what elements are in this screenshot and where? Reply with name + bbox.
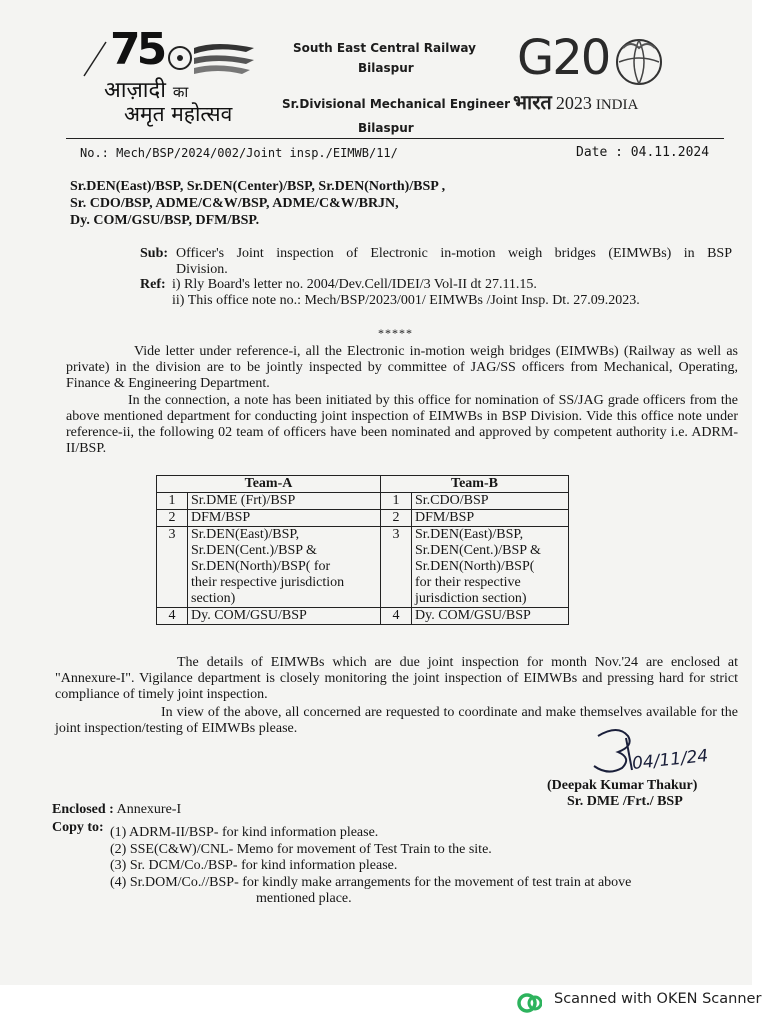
g20-bharat: भारत bbox=[513, 90, 552, 114]
org-city: Bilaspur bbox=[358, 61, 414, 75]
copy-to-item-cont: mentioned place. bbox=[256, 891, 352, 906]
g20-tagline bbox=[513, 88, 638, 115]
reference-label: Ref: bbox=[140, 277, 166, 292]
team-a-member: DFM/BSP bbox=[188, 510, 381, 527]
team-b-member: Sr.CDO/BSP bbox=[412, 493, 569, 510]
header-divider bbox=[66, 138, 724, 139]
globe-lotus-icon bbox=[613, 36, 665, 88]
signature-date: 04/11/24 bbox=[631, 746, 710, 774]
team-b-member: DFM/BSP bbox=[412, 510, 569, 527]
azadi-logo bbox=[80, 24, 280, 130]
handwritten-signature bbox=[588, 722, 708, 782]
team-b-member: Sr.DEN(East)/BSP, Sr.DEN(Cent.)/BSP & Sr.DEN(North)/BSP( for their respective jurisdiction section) bbox=[412, 527, 569, 608]
copy-to-item: (1) ADRM-II/BSP- for kind information please. bbox=[110, 825, 379, 840]
copy-to-item: (2) SSE(C&W)/CNL- Memo for movement of Test Train to the site. bbox=[110, 842, 492, 857]
enclosure-label: Enclosed : bbox=[52, 802, 114, 817]
table-row bbox=[157, 493, 569, 510]
subject-label: Sub: bbox=[140, 246, 169, 261]
signatory-designation: Sr. DME /Frt./ BSP bbox=[567, 794, 683, 809]
subject-text bbox=[176, 246, 732, 278]
paragraph-3-text: The details of EIMWBs which are due joint inspection for month Nov.'24 are enclosed at "Annexure-I". Vigilance department is closely monitoring the joint inspection of EIMWBs and pressing hard for strict compliance of timely joint inspection. bbox=[55, 655, 738, 702]
addressee-line: Sr.DEN(East)/BSP, Sr.DEN(Center)/BSP, Sr.DEN(North)/BSP , bbox=[70, 179, 446, 194]
team-b-member: Dy. COM/GSU/BSP bbox=[412, 608, 569, 625]
team-a-num: 4 bbox=[157, 608, 188, 625]
team-a-member: Dy. COM/GSU/BSP bbox=[188, 608, 381, 625]
team-a-title: Team-A bbox=[157, 476, 381, 493]
office-city: Bilaspur bbox=[358, 121, 414, 135]
g20-india: INDIA bbox=[595, 97, 639, 113]
copy-to-item: (4) Sr.DOM/Co.//BSP- for kindly make arrangements for the movement of test train at above bbox=[110, 875, 632, 890]
paragraph-4-text: In view of the above, all concerned are requested to coordinate and make themselves available for the joint inspection/testing of EIMWBs please. bbox=[55, 705, 738, 736]
team-a-member: Sr.DME (Frt)/BSP bbox=[188, 493, 381, 510]
azadi-number: 75 bbox=[110, 24, 164, 75]
subject-line1: Officer's Joint inspection of Electronic in-motion weigh bridges (EIMWBs) in BSP bbox=[176, 246, 732, 261]
team-table-grid bbox=[156, 475, 569, 625]
g20-year: 2023 bbox=[555, 93, 592, 113]
letter-date: Date : 04.11.2024 bbox=[576, 145, 710, 160]
copy-to-label: Copy to: bbox=[52, 820, 104, 835]
enclosure-line bbox=[52, 802, 181, 818]
separator: ***** bbox=[378, 326, 413, 340]
team-b-title: Team-B bbox=[381, 476, 569, 493]
paragraph-1-text: Vide letter under reference-i, all the Electronic in-motion weigh bridges (EIMWBs) (Railway as well as private) in the division are to be jointly inspected by committee of JAG/SS officers from Mechanical, Operating, Finance & Engineering Department. bbox=[66, 344, 738, 391]
subject-line2: Division. bbox=[176, 262, 228, 277]
addressee-list bbox=[70, 178, 445, 229]
azadi-slash-mark bbox=[80, 38, 110, 78]
addressee-line: Sr. CDO/BSP, ADME/C&W/BSP, ADME/C&W/BRJN, bbox=[70, 196, 399, 211]
azadi-ka: का bbox=[172, 83, 189, 101]
team-a-num: 1 bbox=[157, 493, 188, 510]
team-b-num: 2 bbox=[381, 510, 412, 527]
scanner-text: Scanned with OKEN Scanner bbox=[554, 991, 762, 1007]
azadi-flag-icon bbox=[166, 38, 256, 78]
team-a-num: 2 bbox=[157, 510, 188, 527]
org-name: South East Central Railway bbox=[293, 41, 476, 55]
table-row bbox=[157, 527, 569, 608]
signatory-name: (Deepak Kumar Thakur) bbox=[547, 778, 698, 793]
paragraph-2 bbox=[66, 393, 738, 457]
paragraph-1 bbox=[66, 344, 738, 392]
letter-number: No.: Mech/BSP/2024/002/Joint insp./EIMWB/11/ bbox=[80, 146, 398, 160]
team-b-num: 1 bbox=[381, 493, 412, 510]
team-a-num: 3 bbox=[157, 527, 188, 608]
g20-logo bbox=[505, 30, 705, 120]
azadi-line2: अमृत महोत्सव bbox=[124, 102, 233, 126]
azadi-word: आज़ादी bbox=[104, 78, 166, 103]
office-name: Sr.Divisional Mechanical Engineer bbox=[282, 97, 511, 111]
team-a-member: Sr.DEN(East)/BSP, Sr.DEN(Cent.)/BSP & Sr.DEN(North)/BSP( for their respective jurisdiction section) bbox=[188, 527, 381, 608]
team-table bbox=[156, 475, 569, 625]
table-row bbox=[157, 608, 569, 625]
team-b-num: 4 bbox=[381, 608, 412, 625]
addressee-line: Dy. COM/GSU/BSP, DFM/BSP. bbox=[70, 213, 260, 228]
table-row bbox=[157, 510, 569, 527]
enclosure-value: Annexure-I bbox=[116, 802, 182, 817]
g20-text: G20 bbox=[517, 30, 610, 86]
oken-scanner-icon bbox=[516, 990, 542, 1016]
reference-item: ii) This office note no.: Mech/BSP/2023/001/ EIMWBs /Joint Insp. Dt. 27.09.2023. bbox=[172, 293, 640, 308]
team-b-num: 3 bbox=[381, 527, 412, 608]
paragraph-3 bbox=[55, 655, 738, 703]
reference-item: i) Rly Board's letter no. 2004/Dev.Cell/IDEI/3 Vol-II dt 27.11.15. bbox=[172, 277, 537, 292]
paragraph-2-text: In the connection, a note has been initiated by this office for nomination of SS/JAG grade officers from the above mentioned department for conducting joint inspection of EIMWBs in BSP Division. Vide this office note under reference-ii, the following 02 team of officers have been nominated and approved by competent authority i.e. ADRM-II/BSP. bbox=[66, 393, 738, 456]
copy-to-item: (3) Sr. DCM/Co./BSP- for kind information please. bbox=[110, 858, 398, 873]
